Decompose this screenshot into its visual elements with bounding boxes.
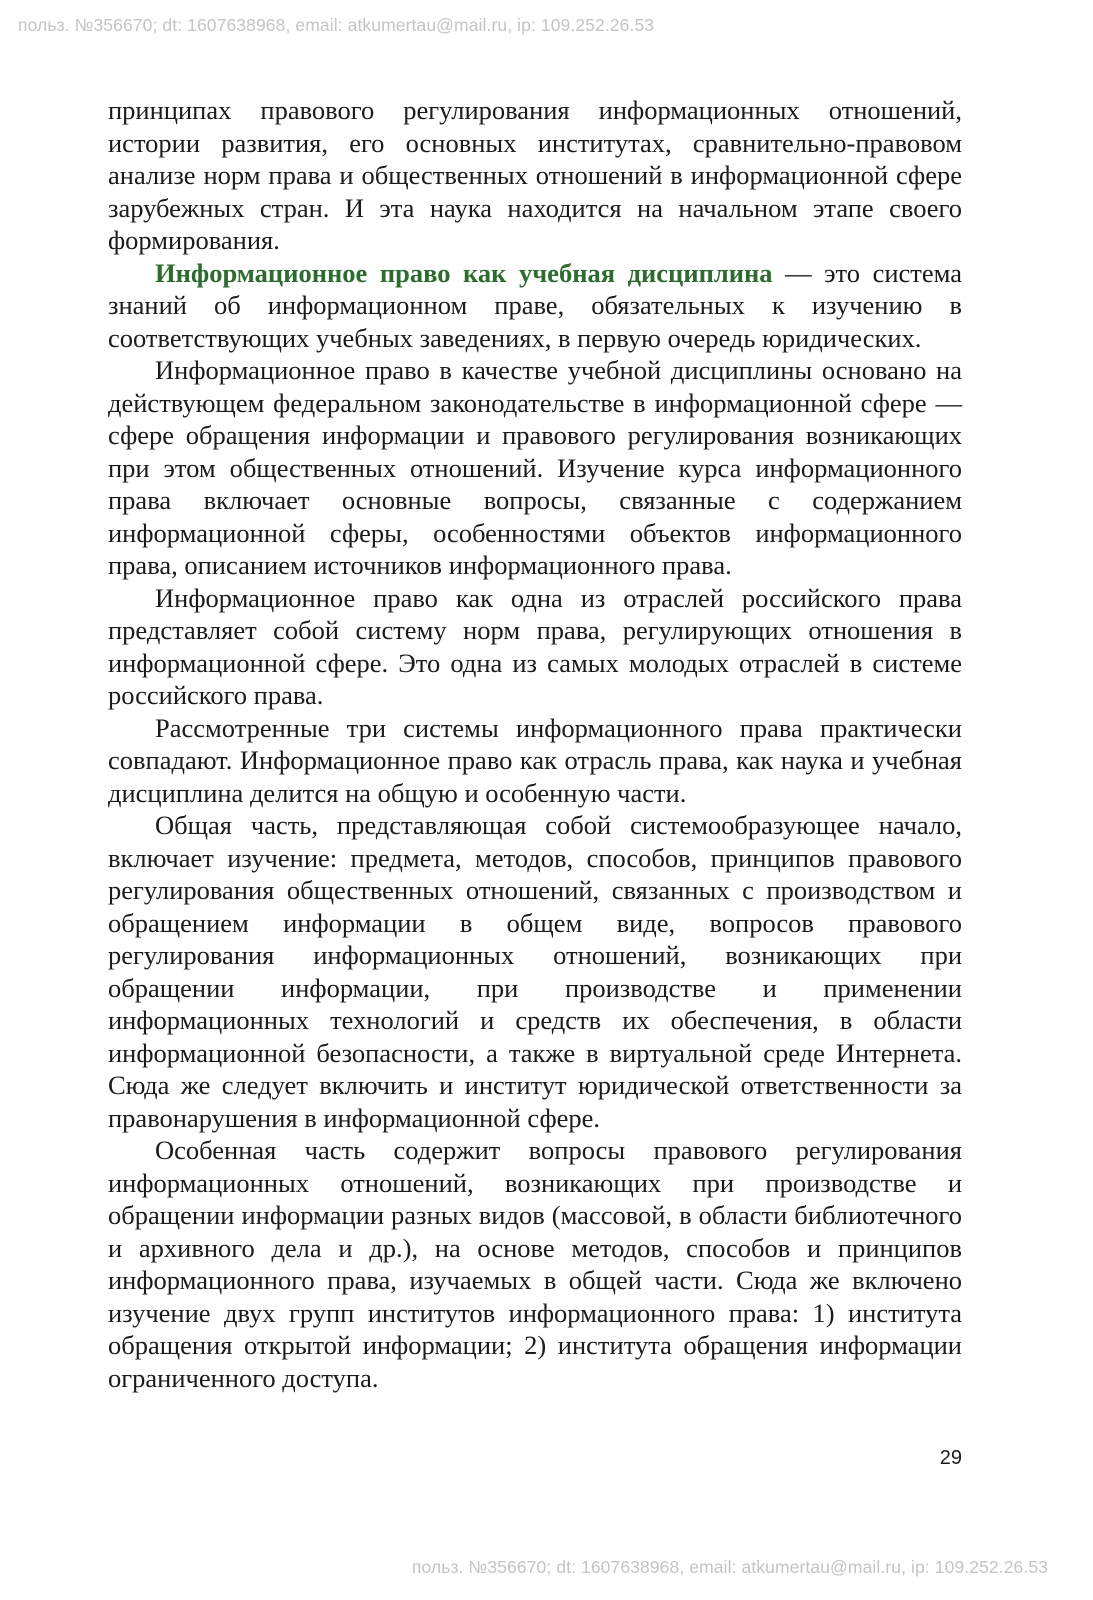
paragraph-1: принципах правового регулирования информационных отношений, истории развития, его основных институтах, сравнительно-правовом анализе норм права и общественных отношений в информационной сфере зарубежных стран. И эта наука находится на начальном этапе своего формирования. [108, 95, 962, 255]
paragraph-7: Особенная часть содержит вопросы правового регулирования информационных отношений, возникающих при производстве и обращении информации разных видов (массовой, в области библиотечного и архивного дела и др.), на основе методов, способов и принципов информационного права, изучаемых в общей части. Сюда же включено изучение двух групп институтов информационного права: 1) института обращения открытой информации; 2) института обращения информации ограниченного доступа. [108, 1135, 962, 1393]
paragraph-2-rest: — это система знаний об информационном праве, обязательных к изучению в соответствующих учебных заведениях, в первую очередь юридических. [108, 257, 962, 353]
page-number: 29 [939, 1447, 962, 1469]
paragraph-2 [108, 257, 962, 355]
paragraph-4: Информационное право как одна из отраслей российского права представляет собой систему норм права, регулирующих отношения в информационной сфере. Это одна из самых молодых отраслей в системе российского права. [108, 582, 962, 710]
paragraph-6: Общая часть, представляющая собой системообразующее начало, включает изучение: предмета, методов, способов, принципов правового регулирования общественных отношений, связанных с производством и обращением информации в общем виде, вопросов правового регулирования информационных отношений, возникающих при обращении информации, при производстве и применении информационных технологий и средств их обеспечения, в области информационной безопасности, а также в виртуальной среде Интернета. Сюда же следует включить и институт юридической ответственности за правонарушения в информационной сфере. [108, 810, 962, 1133]
watermark-bottom: польз. №356670; dt: 1607638968, email: atkumertau@mail.ru, ip: 109.252.26.53 [411, 1557, 1048, 1577]
paragraph-3: Информационное право в качестве учебной дисциплины основано на действующем федеральном законодательстве в информационной сфере — сфере обращения информации и правового регулирования возникающих при этом общественных отношений. Изучение курса информационного права включает основные вопросы, связанные с содержанием информационной сферы, особенностями объектов информационного права, описанием источников информационного права. [108, 355, 962, 580]
watermark-top: польз. №356670; dt: 1607638968, email: atkumertau@mail.ru, ip: 109.252.26.53 [18, 15, 655, 35]
page-body [108, 94, 962, 1394]
term-highlight: Информационное право как учебная дисциплина [155, 257, 773, 288]
paragraph-5: Рассмотренные три системы информационного права практически совпадают. Информационное право как отрасль права, как наука и учебная дисциплина делится на общую и особенную части. [108, 712, 962, 808]
